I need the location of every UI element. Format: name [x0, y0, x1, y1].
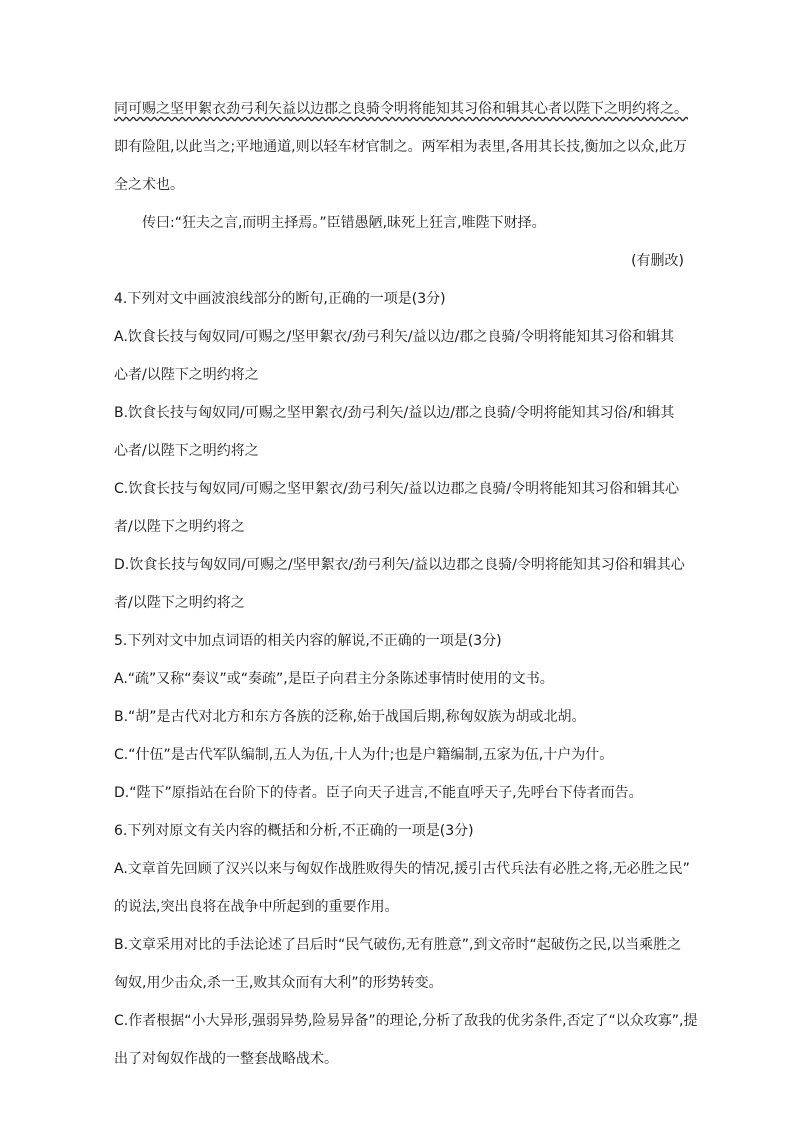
q6-option-b-cont: 匈奴,用少击众,杀一王,败其众而有大利”的形势转变。 [114, 975, 443, 991]
source-note: (有删改) [631, 253, 684, 269]
q4-option-c-cont: 者/以陛下之明约将之 [114, 519, 245, 535]
q4-option-c: C.饮食长技与匈奴同/可赐之坚甲絮衣/劲弓利矢/益以边郡之良骑/令明将能知其习俗和辑其心 [114, 481, 680, 497]
question-6-stem: 6.下列对原文有关内容的概括和分析,不正确的一项是(3分) [114, 823, 474, 839]
q6-option-a: A.文章首先回顾了汉兴以来与匈奴作战胜败得失的情况,援引古代兵法有必胜之将,无必胜之民” [114, 861, 690, 877]
q6-option-c: C.作者根据“小大异形,强弱异势,险易异备”的理论,分析了敌我的优劣条件,否定了“以众攻寡”,提 [114, 1013, 698, 1029]
passage-line: 即有险阻,以此当之;平地通道,则以轻车材官制之。两军相为表里,各用其长技,衡加之以众,此万 [114, 139, 687, 155]
document-content [114, 99, 698, 1069]
q5-option-d: D.“陛下”原指站在台阶下的侍者。臣子向天子进言,不能直呼天子,先呼台下侍者而告。 [114, 785, 643, 801]
passage-quote-line: 传曰:“狂夫之言,而明主择焉。”臣错愚陋,昧死上狂言,唯陛下财择。 [142, 215, 546, 231]
wavy-underlined-sentence: 同可赐之坚甲絮衣劲弓利矢益以边郡之良骑令明将能知其习俗和辑其心者以陛下之明约将之。 [114, 101, 688, 117]
question-4-stem: 4.下列对文中画波浪线部分的断句,正确的一项是(3分) [114, 291, 446, 307]
q4-option-d-cont: 者/以陛下之明约将之 [114, 595, 245, 611]
q4-option-b: B.饮食长技与匈奴同/可赐之坚甲絮衣/劲弓利矢/益以边/郡之良骑/令明将能知其习俗/和辑其 [114, 405, 675, 421]
q4-option-a: A.饮食长技与匈奴同/可赐之/坚甲絮衣/劲弓利矢/益以边/郡之良骑/令明将能知其习俗和辑其 [114, 329, 675, 345]
q5-option-b: B.“胡”是古代对北方和东方各族的泛称,始于战国后期,称匈奴族为胡或北胡。 [114, 709, 586, 725]
q6-option-a-cont: 的说法,突出良将在战争中所起到的重要作用。 [114, 899, 399, 915]
q4-option-b-cont: 心者/以陛下之明约将之 [114, 443, 259, 459]
q4-option-a-cont: 心者/以陛下之明约将之 [114, 367, 259, 383]
q6-option-b: B.文章采用对比的手法论述了吕后时“民气破伤,无有胜意”,到文帝时“起破伤之民,以当乘胜之 [114, 937, 682, 953]
q4-option-d: D.饮食长技与匈奴同/可赐之/坚甲絮衣/劲弓利矢/益以边郡之良骑/令明将能知其习俗和辑其心 [114, 557, 685, 573]
q5-option-a: A.“疏”又称“奏议”或“奏疏”,是臣子向君主分条陈述事情时使用的文书。 [114, 671, 554, 687]
q5-option-c: C.“什伍”是古代军队编制,五人为伍,十人为什;也是户籍编制,五家为伍,十户为什。 [114, 747, 614, 763]
q6-option-c-cont: 出了对匈奴作战的一整套战略战术。 [114, 1051, 338, 1067]
question-5-stem: 5.下列对文中加点词语的相关内容的解说,不正确的一项是(3分) [114, 633, 502, 649]
passage-line-wavy [114, 99, 688, 119]
passage-line: 全之术也。 [114, 177, 184, 193]
